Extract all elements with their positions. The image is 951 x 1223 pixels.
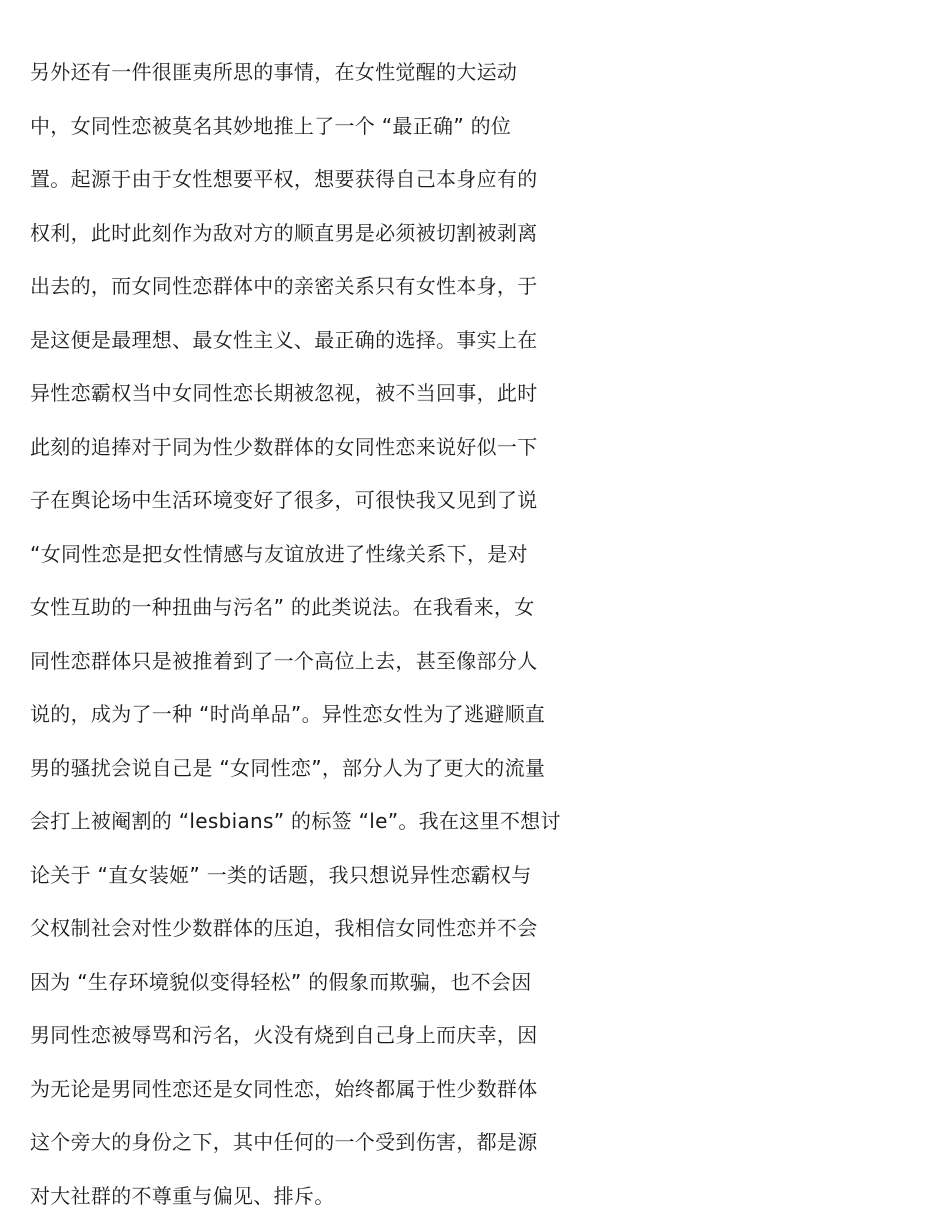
text-line: 是这便是最理想、最女性主义、最正确的选择。事实上在 [30, 314, 930, 368]
text-line: 另外还有一件很匪夷所思的事情，在女性觉醒的大运动 [30, 46, 930, 100]
text-line: 同性恋群体只是被推着到了一个高位上去，甚至像部分人 [30, 635, 930, 689]
text-line: 异性恋霸权当中女同性恋长期被忽视，被不当回事，此时 [30, 367, 930, 421]
text-line: 父权制社会对性少数群体的压迫，我相信女同性恋并不会 [30, 902, 930, 956]
text-line: “女同性恋是把女性情感与友谊放进了性缘关系下，是对 [30, 528, 930, 582]
text-line: 这个旁大的身份之下，其中任何的一个受到伤害，都是源 [30, 1116, 930, 1170]
text-line: 男同性恋被辱骂和污名，火没有烧到自己身上而庆幸，因 [30, 1009, 930, 1063]
text-line: 出去的，而女同性恋群体中的亲密关系只有女性本身，于 [30, 260, 930, 314]
text-line: 子在舆论场中生活环境变好了很多，可很快我又见到了说 [30, 474, 930, 528]
text-line: 说的，成为了一种 “时尚单品”。异性恋女性为了逃避顺直 [30, 688, 930, 742]
text-line: 因为 “生存环境貌似变得轻松” 的假象而欺骗，也不会因 [30, 956, 930, 1010]
text-line: 男的骚扰会说自己是 “女同性恋”，部分人为了更大的流量 [30, 742, 930, 796]
text-line: 论关于 “直女装姬” 一类的话题，我只想说异性恋霸权与 [30, 849, 930, 903]
text-line: 对大社群的不尊重与偏见、排斥。 [30, 1170, 930, 1223]
text-line: 权利，此时此刻作为敌对方的顺直男是必须被切割被剥离 [30, 207, 930, 261]
text-line: 置。起源于由于女性想要平权，想要获得自己本身应有的 [30, 153, 930, 207]
text-document [30, 46, 930, 1223]
text-line: 为无论是男同性恋还是女同性恋，始终都属于性少数群体 [30, 1063, 930, 1117]
text-line: 会打上被阉割的 “lesbians” 的标签 “le”。我在这里不想讨 [30, 795, 930, 849]
text-line: 中，女同性恋被莫名其妙地推上了一个 “最正确” 的位 [30, 100, 930, 154]
text-line: 此刻的追捧对于同为性少数群体的女同性恋来说好似一下 [30, 421, 930, 475]
text-line: 女性互助的一种扭曲与污名” 的此类说法。在我看来，女 [30, 581, 930, 635]
